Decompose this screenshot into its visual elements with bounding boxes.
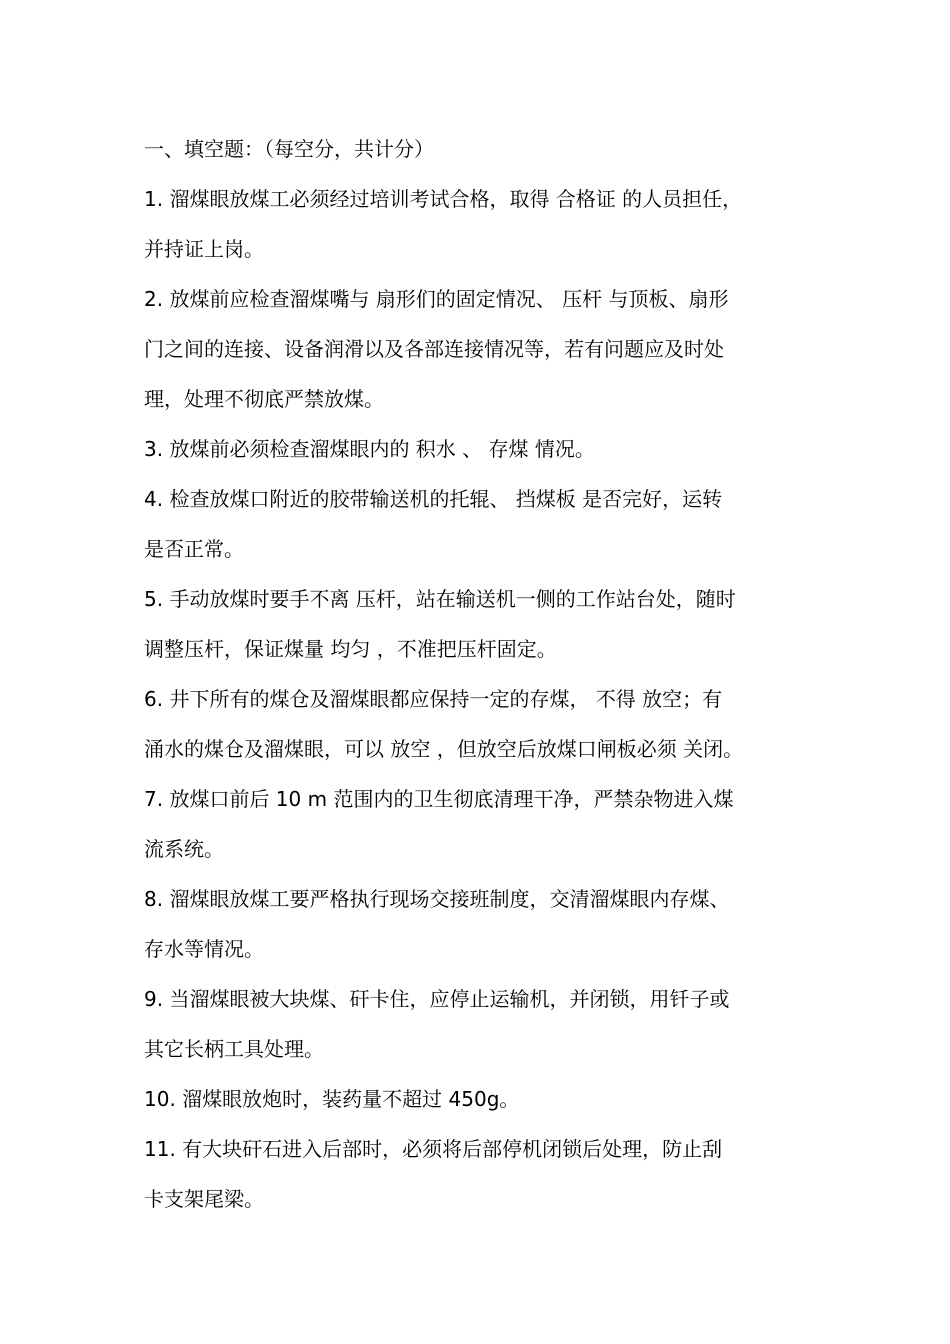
text-line: 理，处理不彻底严禁放煤。 (144, 387, 384, 411)
text-line: 门之间的连接、设备润滑以及各部连接情况等，若有问题应及时处 (144, 337, 724, 361)
text-line: 流系统。 (144, 837, 224, 861)
section-heading: 一、填空题：（每空分，共计分） (144, 137, 434, 161)
text-line: 2. 放煤前应检查溜煤嘴与 扇形们的固定情况、 压杆 与顶板、扇形 (144, 287, 729, 311)
text-line: 6. 井下所有的煤仓及溜煤眼都应保持一定的存煤， 不得 放空；有 (144, 687, 723, 711)
text-line: 1. 溜煤眼放煤工必须经过培训考试合格，取得 合格证 的人员担任， (144, 187, 743, 211)
text-line: 11. 有大块矸石进入后部时，必须将后部停机闭锁后处理，防止刮 (144, 1137, 723, 1161)
text-line: 存水等情况。 (144, 937, 264, 961)
text-line: 并持证上岗。 (144, 237, 264, 261)
text-line: 9. 当溜煤眼被大块煤、矸卡住，应停止运输机，并闭锁，用钎子或 (144, 987, 730, 1011)
text-line: 8. 溜煤眼放煤工要严格执行现场交接班制度，交清溜煤眼内存煤、 (144, 887, 730, 911)
text-line: 7. 放煤口前后 10 m 范围内的卫生彻底清理干净，严禁杂物进入煤 (144, 787, 734, 811)
text-line: 其它长柄工具处理。 (144, 1037, 324, 1061)
text-line: 调整压杆，保证煤量 均匀 ，不准把压杆固定。 (144, 637, 557, 661)
text-line: 涌水的煤仓及溜煤眼，可以 放空 ，但放空后放煤口闸板必须 关闭。 (144, 737, 744, 761)
text-line: 卡支架尾梁。 (144, 1187, 264, 1211)
text-line: 10. 溜煤眼放炮时，装药量不超过 450g。 (144, 1087, 520, 1111)
text-line: 是否正常。 (144, 537, 244, 561)
document-body (144, 124, 816, 1224)
text-line: 3. 放煤前必须检查溜煤眼内的 积水 、 存煤 情况。 (144, 437, 595, 461)
text-line: 5. 手动放煤时要手不离 压杆，站在输送机一侧的工作站台处，随时 (144, 587, 736, 611)
text-line: 4. 检查放煤口附近的胶带输送机的托辊、 挡煤板 是否完好，运转 (144, 487, 723, 511)
